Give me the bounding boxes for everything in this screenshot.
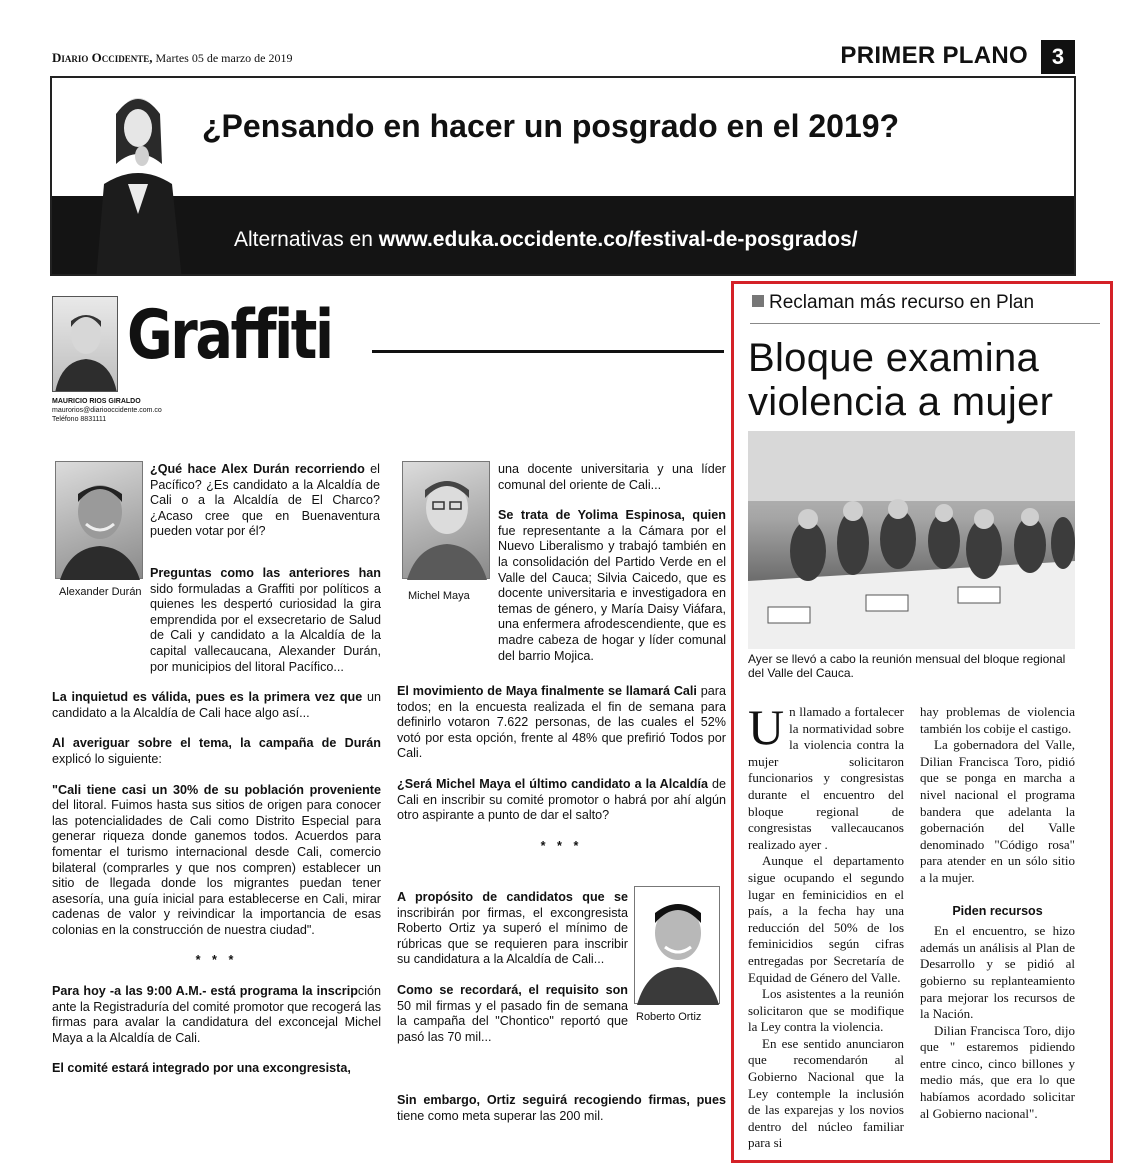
author-email[interactable]: maurorios@diariooccidente.com.co	[52, 407, 162, 414]
photo-michel-maya	[402, 461, 490, 579]
col2-body	[397, 684, 726, 869]
article-paragraph-5: hay problemas de violencia también los cobije el castigo.	[920, 704, 1075, 736]
caption-maya: Michel Maya	[408, 590, 470, 602]
ad-banner[interactable]	[50, 76, 1076, 276]
column-title: Graffiti	[127, 296, 332, 375]
caption-ortiz: Roberto Ortiz	[636, 1011, 702, 1023]
article-photo-caption: Ayer se llevó a cabo la reunión mensual del bloque regional del Valle del Cauca.	[748, 652, 1066, 680]
ad-subline	[234, 228, 858, 252]
col1-paragraph-2: Preguntas como las anteriores han sido formuladas a Graffiti por políticos a quienes les despertó curiosidad la gira emprendida por el exsecretario de Salud de Cali y candidato a la Alcaldía de la capital vallecaucana, Alexander Durán, por municipios del litoral Pacífico...	[150, 566, 381, 674]
article-paragraph-8: Dilian Francisca Toro, dijo que " estaremos pidiendo entre cinco, cinco billones y medio más, que era lo que habíamos acordado solicitar al Gobierno nacional".	[920, 1022, 1075, 1121]
col1-top	[150, 462, 380, 555]
kicker-rule	[750, 323, 1100, 324]
col1-separator: * * *	[195, 953, 238, 968]
col2-ortiz	[397, 890, 628, 1060]
article-kicker: Reclaman más recurso en Plan	[752, 292, 1034, 314]
col1-paragraph-1: ¿Qué hace Alex Durán recorriendo el Pacífico? ¿Es candidato a la Alcaldía de Cali o a la Alcaldía de El Charco? ¿Acaso cree que en Buenaventura pueden votar por él?	[150, 462, 380, 539]
col2-bottom	[397, 1093, 726, 1139]
col1-paragraph-4: Al averiguar sobre el tema, la campaña de Durán explicó lo siguiente:	[52, 736, 381, 766]
col2-paragraph-3: El movimiento de Maya finalmente se llamará Cali para todos; en la encuesta realizada el fin de semana para definirlo votaron 7.622 personas, de las cuales el 52% votó por esta opción, frente al 48% que prefirió Todos por Cali.	[397, 684, 726, 761]
author-name: MAURICIO RIOS GIRALDO	[52, 398, 141, 405]
section-title: PRIMER PLANO	[840, 42, 1028, 69]
page-number: 3	[1041, 40, 1075, 74]
article-subhead: Piden recursos	[952, 903, 1043, 918]
col1-paragraph-7: El comité estará integrado por una excongresista,	[52, 1061, 351, 1076]
article-paragraph-6: La gobernadora del Valle, Dilian Francisca Toro, pidió que se ponga en marcha a nivel nacional el programa bandera que adelanta la gobernación del Valle denominado "Código rosa" para atender en un sólo sitio a la mujer.	[920, 737, 1075, 885]
col2-paragraph-2: Se trata de Yolima Espinosa, quien fue representante a la Cámara por el Nuevo Liberalismo y trabajó también en la consolidación del Partido Verde en el Valle del Cauca; Silvia Caicedo, que es docente universitaria e investigadora en temas de género, y María Daisy Viáfara, una enfermera afrodescendiente, que es madre cabeza de hogar y líder comunal del barrio Mojica.	[498, 508, 726, 663]
ad-headline: ¿Pensando en hacer un posgrado en el 2019?	[202, 108, 900, 144]
col1-paragraph-3: La inquietud es válida, pues es la primera vez que un candidato a la Alcaldía de Cali hace algo así...	[52, 690, 381, 720]
col2-paragraph-7: Sin embargo, Ortiz seguirá recogiendo firmas, pues tiene como meta superar las 200 mil.	[397, 1093, 726, 1123]
article-paragraph-1: Un llamado a fortalecer la normatividad sobre la violencia contra la mujer solicitaron funcionarios y congresistas durante el encuentro del bloque regional de congresistas vallecaucanos realizado ayer .	[748, 699, 904, 852]
newspaper-brand: Diario Occidente,	[52, 50, 153, 65]
col2-paragraph-5: A propósito de candidatos que se inscribirán por firmas, el excongresista Roberto Ortiz ya superó el mínimo de rúbricas que se requieren para inscribir su candidatura a la Alcaldía de Cali...	[397, 890, 628, 967]
caption-duran: Alexander Durán	[59, 586, 142, 598]
col2-paragraph-4: ¿Será Michel Maya el último candidato a la Alcaldía de Cali en inscribir su comité promotor o habrá por ahí algún otro aspirante a punto de dar el salto?	[397, 776, 726, 823]
col1-paragraph-5: "Cali tiene casi un 30% de su población proveniente del litoral. Fuimos hasta sus sitios de origen para conocer las potencialidades de Cali como Distrito Especial para generar riqueza donde ganemos todos. Acuerdos para fomentar el turismo internacional desde Cali, comercio bilateral (comprarles y que nos compren) establecer un sitio de llegada donde los migrantes puedan tener asesoría, una guía inicial para establecerse en Cali, mirar cadenas de valor y reivindicar la importancia de esas colonias en la construcción de nuestra ciudad".	[52, 782, 381, 937]
article-paragraph-7: En el encuentro, se hizo además un análisis al Plan de Desarrollo y se pidió al gobierno su replanteamiento para mejorar los recursos de la Nación.	[920, 923, 1075, 1022]
col1-body	[52, 566, 381, 1092]
col1-paragraph-6: Para hoy -a las 9:00 A.M.- está programa la inscripción ante la Registraduría del comité promotor que recogerá las firmas para avalar la candidatura del exconcejal Michel Maya a la Alcaldía de Cali.	[52, 984, 382, 1045]
col2-paragraph-6: Como se recordará, el requisito son 50 mil firmas y el pasado fin de semana la campaña del "Chontico" reportó que pasó las 70 mil...	[397, 982, 628, 1044]
drop-cap: U	[748, 699, 785, 755]
article-paragraph-3: Los asistentes a la reunión solicitaron que se modifique la Ley contra la violencia.	[748, 986, 904, 1035]
article-col-b	[920, 704, 1075, 1122]
article-col-a	[748, 699, 904, 1152]
square-bullet-icon	[752, 295, 764, 307]
article-paragraph-4: En ese sentido anunciaron que recomendarón al Gobierno Nacional que la Ley contemple la inclusión de las exparejas y los novios dentro del núcleo familiar para si	[748, 1035, 904, 1151]
photo-alexander-duran	[55, 461, 143, 579]
ad-url-link[interactable]: www.eduka.occidente.co/festival-de-posgrados/	[378, 228, 858, 251]
photo-roberto-ortiz	[634, 886, 720, 1004]
masthead	[52, 50, 292, 66]
issue-date: Martes 05 de marzo de 2019	[155, 51, 293, 65]
col2-separator: * * *	[540, 838, 583, 853]
title-rule	[372, 350, 724, 353]
author-photo	[52, 296, 118, 392]
ad-woman-image	[86, 84, 186, 276]
col2-paragraph-1: una docente universitaria y una líder comunal del oriente de Cali...	[498, 462, 726, 492]
col2-top	[498, 462, 726, 679]
author-phone: Teléfono 8831111	[52, 416, 107, 423]
article-headline: Bloque examina violencia a mujer	[748, 336, 1054, 424]
article-photo	[748, 431, 1075, 649]
article-paragraph-2: Aunque el departamento sigue ocupando el segundo lugar en feminicidios en el país, a la fecha hay una reducción del 50% de los feminicidios según cifras entregadas por Secretaría de Equidad de Género del Valle.	[748, 853, 904, 985]
author-info	[52, 397, 162, 424]
ad-sub-prefix: Alternativas en	[234, 228, 379, 251]
